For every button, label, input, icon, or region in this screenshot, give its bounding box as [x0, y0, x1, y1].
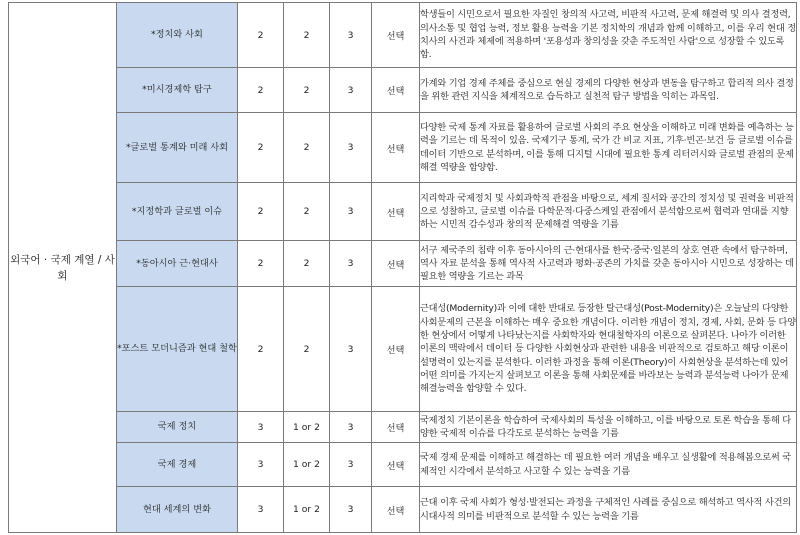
course-description: 학생들이 시민으로서 필요한 자질인 창의적 사고력, 비판적 사고력, 문제 해결력 및 의사 결정력, 의사소통 및 협업 능력, 정보 활용 능력을 기본 정치학의 개념과 함께 이해하고, 이를 우리 현대 정치사의 사건과 체제에 적용하며 '포용성과 창의성을 갖춘 주도적인 사람'으로 성장할 수 있도록 함.	[420, 3, 797, 68]
credit-1: 2	[238, 3, 284, 68]
subject-name: *글로벌 통계와 미래 사회	[117, 113, 238, 183]
subject-name: 국제 경제	[117, 443, 238, 487]
course-description: 가계와 기업 경제 주체를 중심으로 현실 경제의 다양한 현상과 변동을 탐구하고 합리적 의사 결정을 위한 관련 지식을 체계적으로 습득하고 실천적 탐구 방법을 익히는 과목임.	[420, 68, 797, 113]
course-description: 국제 경제 문제를 이해하고 해결하는 데 필요한 여러 개념을 배우고 실생활에 적용해봄으로써 국제적인 시각에서 분석하고 사고할 수 있는 능력을 기름	[420, 443, 797, 487]
credit-2: 2	[284, 287, 330, 412]
credit-3: 3	[330, 241, 372, 287]
credit-1: 2	[238, 241, 284, 287]
table-row	[9, 241, 797, 287]
table-row	[9, 487, 797, 533]
credit-2: 2	[284, 68, 330, 113]
credit-2: 2	[284, 183, 330, 241]
subject-name: *지정학과 글로벌 이슈	[117, 183, 238, 241]
credit-3: 3	[330, 3, 372, 68]
credit-1: 2	[238, 183, 284, 241]
table-row	[9, 183, 797, 241]
credit-2: 1 or 2	[284, 443, 330, 487]
credit-1: 3	[238, 412, 284, 443]
course-type: 선택	[372, 3, 420, 68]
credit-3: 3	[330, 68, 372, 113]
table-row	[9, 113, 797, 183]
group-label: 외국어 · 국제 계열 / 사회	[9, 3, 117, 533]
credit-1: 3	[238, 487, 284, 533]
table-row	[9, 3, 797, 68]
subject-name: *동아시아 근·현대사	[117, 241, 238, 287]
subject-name: 국제 정치	[117, 412, 238, 443]
credit-1: 2	[238, 287, 284, 412]
credit-3: 3	[330, 287, 372, 412]
subject-name: *정치와 사회	[117, 3, 238, 68]
course-description: 근대 이후 국제 사회가 형성·발전되는 과정을 구체적인 사례를 중심으로 해석하고 역사적 사건의 시대사적 의미를 비판적으로 분석할 수 있는 능력을 기름	[420, 487, 797, 533]
course-type: 선택	[372, 183, 420, 241]
subject-name: 현대 세계의 변화	[117, 487, 238, 533]
credit-3: 3	[330, 183, 372, 241]
subject-name: *미시경제학 탐구	[117, 68, 238, 113]
course-description: 다양한 국제 통계 자료를 활용하여 글로벌 사회의 주요 현상을 이해하고 미래 변화를 예측하는 능력을 기르는 데 목적이 있음. 국제기구 통계, 국가 간 비교 지표, 기후·빈곤·보건 등 글로벌 이슈를 데이터 기반으로 분석하며, 이를 통해 디지털 시대에 필요한 통계 리터러시와 글로벌 관점의 문제 해결 역량을 함양함.	[420, 113, 797, 183]
course-type: 선택	[372, 443, 420, 487]
table-row	[9, 68, 797, 113]
credit-3: 3	[330, 412, 372, 443]
credit-2: 2	[284, 3, 330, 68]
course-type: 선택	[372, 241, 420, 287]
table-row	[9, 443, 797, 487]
credit-3: 3	[330, 113, 372, 183]
subject-name: *포스트 모더니즘과 현대 철학	[117, 287, 238, 412]
table-row	[9, 412, 797, 443]
credit-3: 3	[330, 487, 372, 533]
course-description: 서구 제국주의 침략 이후 동아시아의 근·현대사를 한국·중국·일본의 상호 연관 속에서 탐구하며, 역사 자료 분석을 통해 역사적 사고력과 평화·공존의 가치를 갖춘 동아시아 시민으로 성장하는 데 필요한 역량을 기르는 과목	[420, 241, 797, 287]
course-description: 지리학과 국제정치 및 사회과학적 관점을 바탕으로, 세계 질서와 공간의 정치성 및 권력을 비판적으로 성찰하고, 글로벌 이슈를 다학문적·다중스케일 관점에서 분석함으로써 협력과 연대를 지향하는 시민적 감수성과 창의적 문제해결 역량을 기름	[420, 183, 797, 241]
course-description: 국제정치 기본이론을 학습하여 국제사회의 특성을 이해하고, 이를 바탕으로 토론 학습을 통해 다양한 국제적 이슈를 다각도로 분석하는 능력을 기름	[420, 412, 797, 443]
credit-1: 2	[238, 113, 284, 183]
curriculum-table	[8, 2, 797, 533]
credit-2: 2	[284, 241, 330, 287]
credit-1: 2	[238, 68, 284, 113]
credit-3: 3	[330, 443, 372, 487]
credit-2: 2	[284, 113, 330, 183]
course-type: 선택	[372, 113, 420, 183]
course-type: 선택	[372, 487, 420, 533]
credit-2: 1 or 2	[284, 487, 330, 533]
course-type: 선택	[372, 68, 420, 113]
course-type: 선택	[372, 287, 420, 412]
table-row	[9, 287, 797, 412]
course-description: 근대성(Modernity)과 이에 대한 반대로 등장한 탈근대성(Post-Modernity)은 오늘날의 다양한 사회문제의 근본을 이해하는 매우 중요한 개념이다. 이러한 개념이 정치, 경제, 사회, 문화 등 다양한 현상에서 어떻게 나타났는지를 사회학자와 현대철학자의 이론으로 살펴본다. 나아가 이러한 이론의 맥락에서 데이터 등 다양한 사회현상과 관련한 내용을 비판적으로 검토하고 해당 이론이 설명력이 있는지를 분석한다. 이러한 과정을 통해 이론(Theory)이 사회현상을 분석하는데 있어 어떤 의미를 가지는지 살펴보고 이론을 통해 사회문제를 바라보는 능력과 분석능력 나아가 문제해결능력을 함양할 수 있다.	[420, 287, 797, 412]
course-type: 선택	[372, 412, 420, 443]
credit-1: 3	[238, 443, 284, 487]
credit-2: 1 or 2	[284, 412, 330, 443]
